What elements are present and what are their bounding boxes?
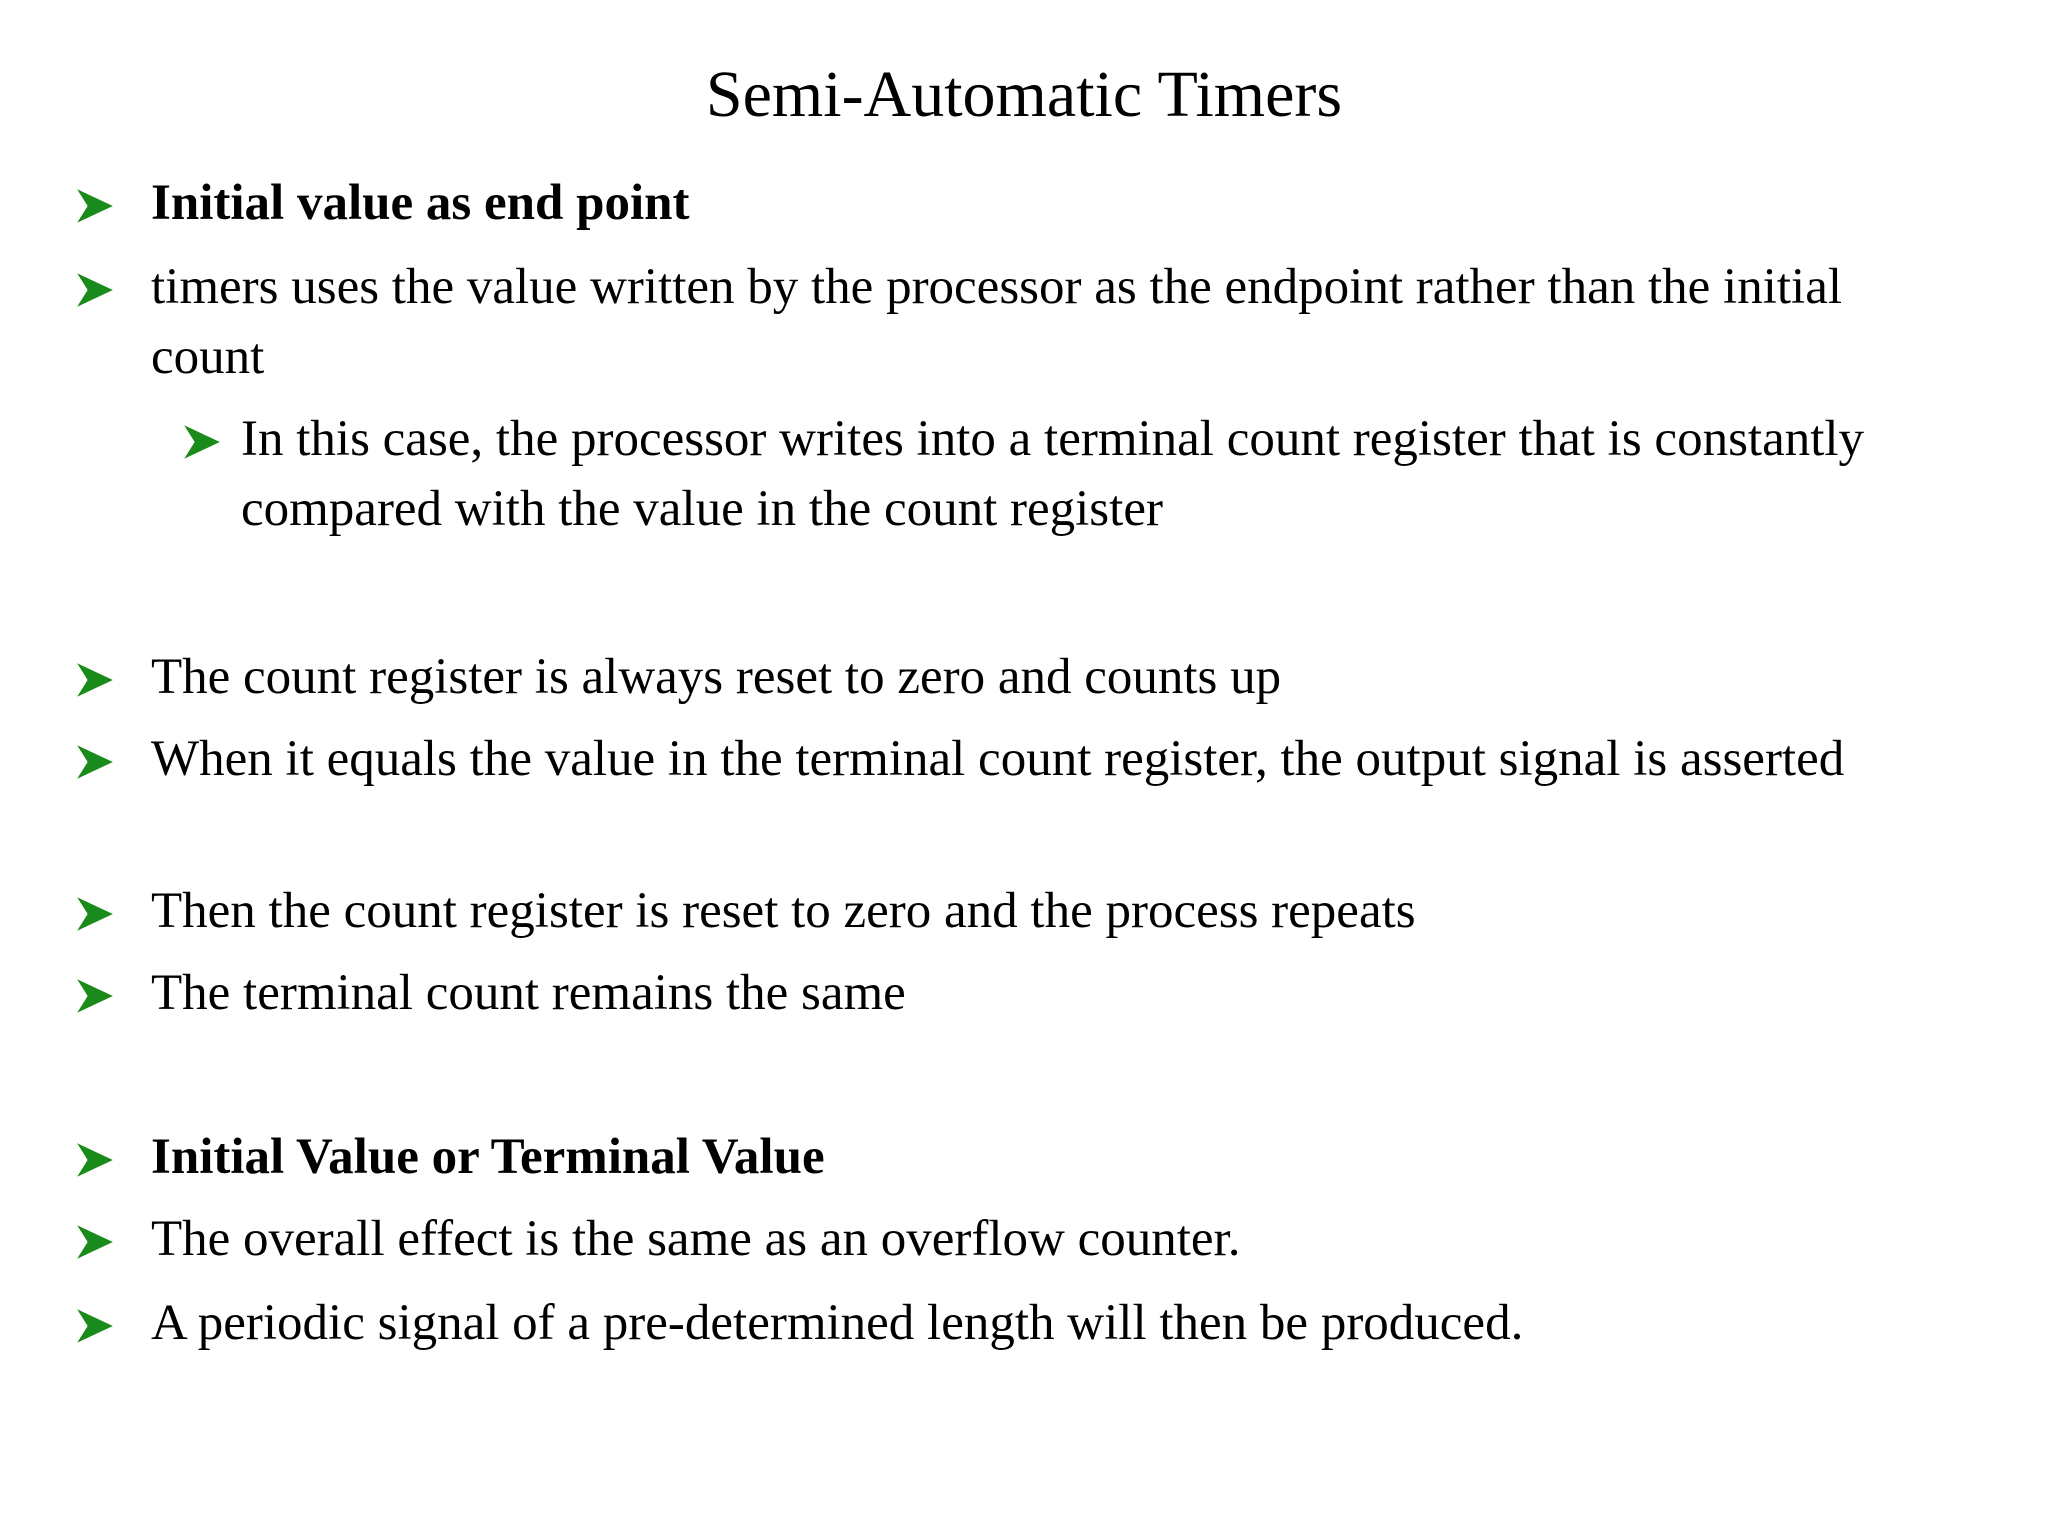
bullet-item [151,642,1931,712]
bullet-item [151,1122,1931,1192]
bullet-text: In this case, the processor writes into a terminal count register that is constantly compared with the value in the count register [241,411,1865,537]
bullet-text: Then the count register is reset to zero and the process repeats [151,883,1416,939]
green-arrowhead-icon [74,1221,116,1263]
bullet-text: Initial value as end point [151,175,690,231]
green-arrowhead-icon [74,659,116,701]
slide-title: Semi-Automatic Timers [705,58,1343,131]
green-arrowhead-icon [74,185,116,227]
bullet-text: timers uses the value written by the processor as the endpoint rather than the initial count [151,259,1843,385]
green-arrowhead-icon [74,975,116,1017]
bullet-text: A periodic signal of a pre-determined length will then be produced. [151,1295,1524,1351]
green-arrowhead-icon [74,741,116,783]
bullet-text: When it equals the value in the terminal count register, the output signal is asserted [151,731,1845,787]
bullet-item [151,876,1931,946]
green-arrowhead-icon [74,1305,116,1347]
bullet-item [151,1288,1931,1358]
bullet-item [151,252,1931,392]
green-arrowhead-icon [74,1139,116,1181]
green-arrowhead-icon [74,893,116,935]
green-arrowhead-icon [181,421,223,463]
sub-bullet-item [241,404,1941,544]
green-arrowhead-icon [74,269,116,311]
bullet-text: The count register is always reset to zero and counts up [151,649,1282,705]
bullet-text: The terminal count remains the same [151,965,906,1021]
bullet-text: The overall effect is the same as an overflow counter. [151,1211,1241,1267]
bullet-item [151,724,1931,794]
bullet-item [151,168,1931,238]
bullet-item [151,958,1931,1028]
bullet-item [151,1204,1931,1274]
bullet-text: Initial Value or Terminal Value [151,1129,825,1185]
